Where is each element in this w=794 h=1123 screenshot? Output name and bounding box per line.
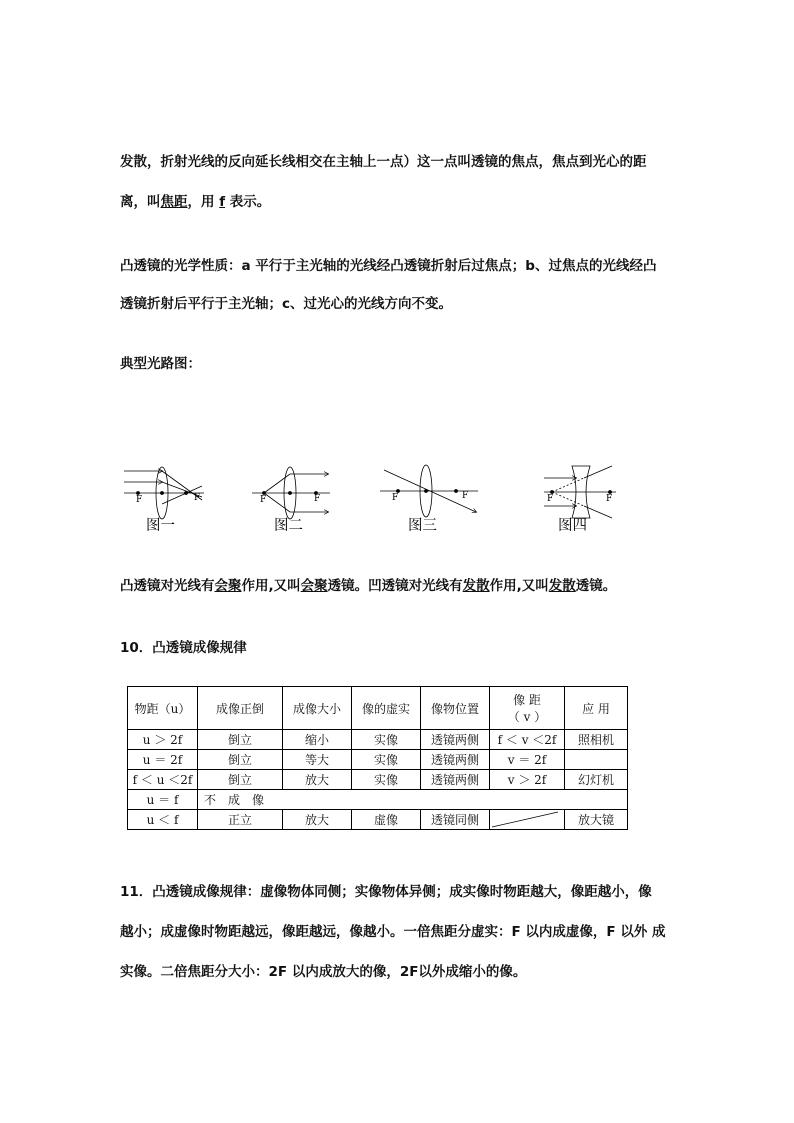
figure-caption-1: 图一 — [146, 518, 175, 534]
para1-line1: 发散，折射光线的反向延长线相交在主轴上一点）这一点叫透镜的焦点，焦点到光心的距 — [120, 154, 647, 170]
focus-label: F — [547, 494, 554, 504]
header-position: 像物位置 — [421, 687, 490, 730]
table-cell: v ＝ 2f — [490, 750, 565, 770]
term-diverging: 发散 — [548, 578, 576, 594]
table-cell: 透镜两侧 — [421, 770, 490, 790]
section-10-heading: 10．凸透镜成像规律 — [120, 640, 247, 656]
table-row — [128, 750, 628, 770]
header-image-distance-line2: （ v ） — [507, 710, 547, 724]
para1-text: ，用 — [187, 194, 220, 210]
para2-line1: 凸透镜的光学性质：a 平行于主光轴的光线经凸透镜折射后过焦点；b、过焦点的光线经凸 — [120, 258, 657, 274]
table-cell: u ＝ f — [128, 790, 198, 810]
table-header-row — [128, 687, 628, 730]
term-focal-length: 焦距 — [160, 194, 188, 210]
table-cell: 倒立 — [198, 770, 283, 790]
sentence-text: 凸透镜对光线有 — [120, 578, 215, 594]
para11-line1: 11．凸透镜成像规律：虚像物体同侧；实像物体异侧；成实像时物距越大，像距越小，像 — [120, 884, 652, 900]
imaging-rules-table — [127, 686, 628, 830]
symbol-f: f — [219, 194, 226, 210]
para11-line3: 实像。二倍焦距分大小：2F 以内成放大的像，2F以外成缩小的像。 — [120, 964, 527, 980]
table-row — [128, 810, 628, 830]
lens-function-sentence — [120, 574, 616, 594]
table-cell: 照相机 — [565, 730, 628, 750]
figure-caption-3: 图三 — [408, 518, 437, 534]
figure-2-convex-focus — [252, 467, 330, 519]
table-cell: 放大 — [283, 810, 352, 830]
table-cell: f ＜ v ＜2f — [490, 730, 565, 750]
header-real-virtual: 像的虚实 — [352, 687, 421, 730]
table-cell: 倒立 — [198, 750, 283, 770]
table-cell: 实像 — [352, 730, 421, 750]
table-cell: u ＝ 2f — [128, 750, 198, 770]
sentence-text: 透镜。 — [575, 578, 617, 594]
para11-line2: 越小；成虚像时物距越远，像距越远，像越小。一倍焦距分虚实：F 以内成虚像，F 以外 成 — [120, 924, 666, 940]
table-cell: 实像 — [352, 750, 421, 770]
focus-label: F — [136, 495, 143, 505]
table-row-no-image — [128, 790, 628, 810]
sentence-text: 作用,又叫 — [489, 578, 549, 594]
table-cell: 幻灯机 — [565, 770, 628, 790]
diagonal-line — [490, 810, 560, 829]
para1-text: 表示。 — [225, 194, 271, 210]
header-object-distance: 物距（u） — [128, 687, 198, 730]
term-converging: 会聚 — [214, 578, 242, 594]
figure-caption-4: 图四 — [558, 518, 587, 534]
sentence-text: 作用,又叫 — [241, 578, 301, 594]
ray-diagrams — [118, 458, 638, 538]
header-image-distance — [490, 687, 565, 730]
table-cell: 放大镜 — [565, 810, 628, 830]
focus-label: F — [462, 491, 469, 501]
table-cell: 透镜两侧 — [421, 730, 490, 750]
figure-caption-2: 图二 — [274, 518, 303, 534]
sentence-text: 透镜。凹透镜对光线有 — [327, 578, 463, 594]
table-cell: 等大 — [283, 750, 352, 770]
table-row — [128, 730, 628, 750]
no-image-cell: 不 成 像 — [198, 790, 628, 810]
table-cell: u ＞ 2f — [128, 730, 198, 750]
header-image-distance-line1: 像 距 — [513, 693, 541, 707]
table-cell — [565, 750, 628, 770]
para2-line2: 透镜折射后平行于主光轴；c、过光心的光线方向不变。 — [120, 296, 453, 312]
table-cell: 倒立 — [198, 730, 283, 750]
para1-text: 离，叫 — [120, 194, 161, 210]
term-diverging: 发散 — [462, 578, 490, 594]
diagonal-cell — [490, 810, 565, 830]
figure-1-convex-parallel — [124, 467, 204, 519]
para1-line2 — [120, 190, 270, 210]
focus-label: F — [260, 495, 267, 505]
table-cell: 放大 — [283, 770, 352, 790]
table-cell: f ＜ u ＜2f — [128, 770, 198, 790]
focus-label: F — [392, 493, 399, 503]
table-cell: 透镜两侧 — [421, 750, 490, 770]
term-converging: 会聚 — [300, 578, 328, 594]
figure-4-concave-lens — [544, 466, 616, 518]
table-cell: 实像 — [352, 770, 421, 790]
header-application: 应 用 — [565, 687, 628, 730]
table-row — [128, 770, 628, 790]
table-cell: 缩小 — [283, 730, 352, 750]
header-size: 成像大小 — [283, 687, 352, 730]
table-cell: u ＜ f — [128, 810, 198, 830]
table-cell: 透镜同侧 — [421, 810, 490, 830]
ray-diagram-heading: 典型光路图： — [120, 356, 201, 372]
focus-label: F — [314, 494, 321, 504]
table-cell: 正立 — [198, 810, 283, 830]
header-orientation: 成像正倒 — [198, 687, 283, 730]
table-cell: v ＞ 2f — [490, 770, 565, 790]
focus-label: F — [194, 493, 201, 503]
table-cell: 虚像 — [352, 810, 421, 830]
focus-label: F — [606, 494, 613, 504]
